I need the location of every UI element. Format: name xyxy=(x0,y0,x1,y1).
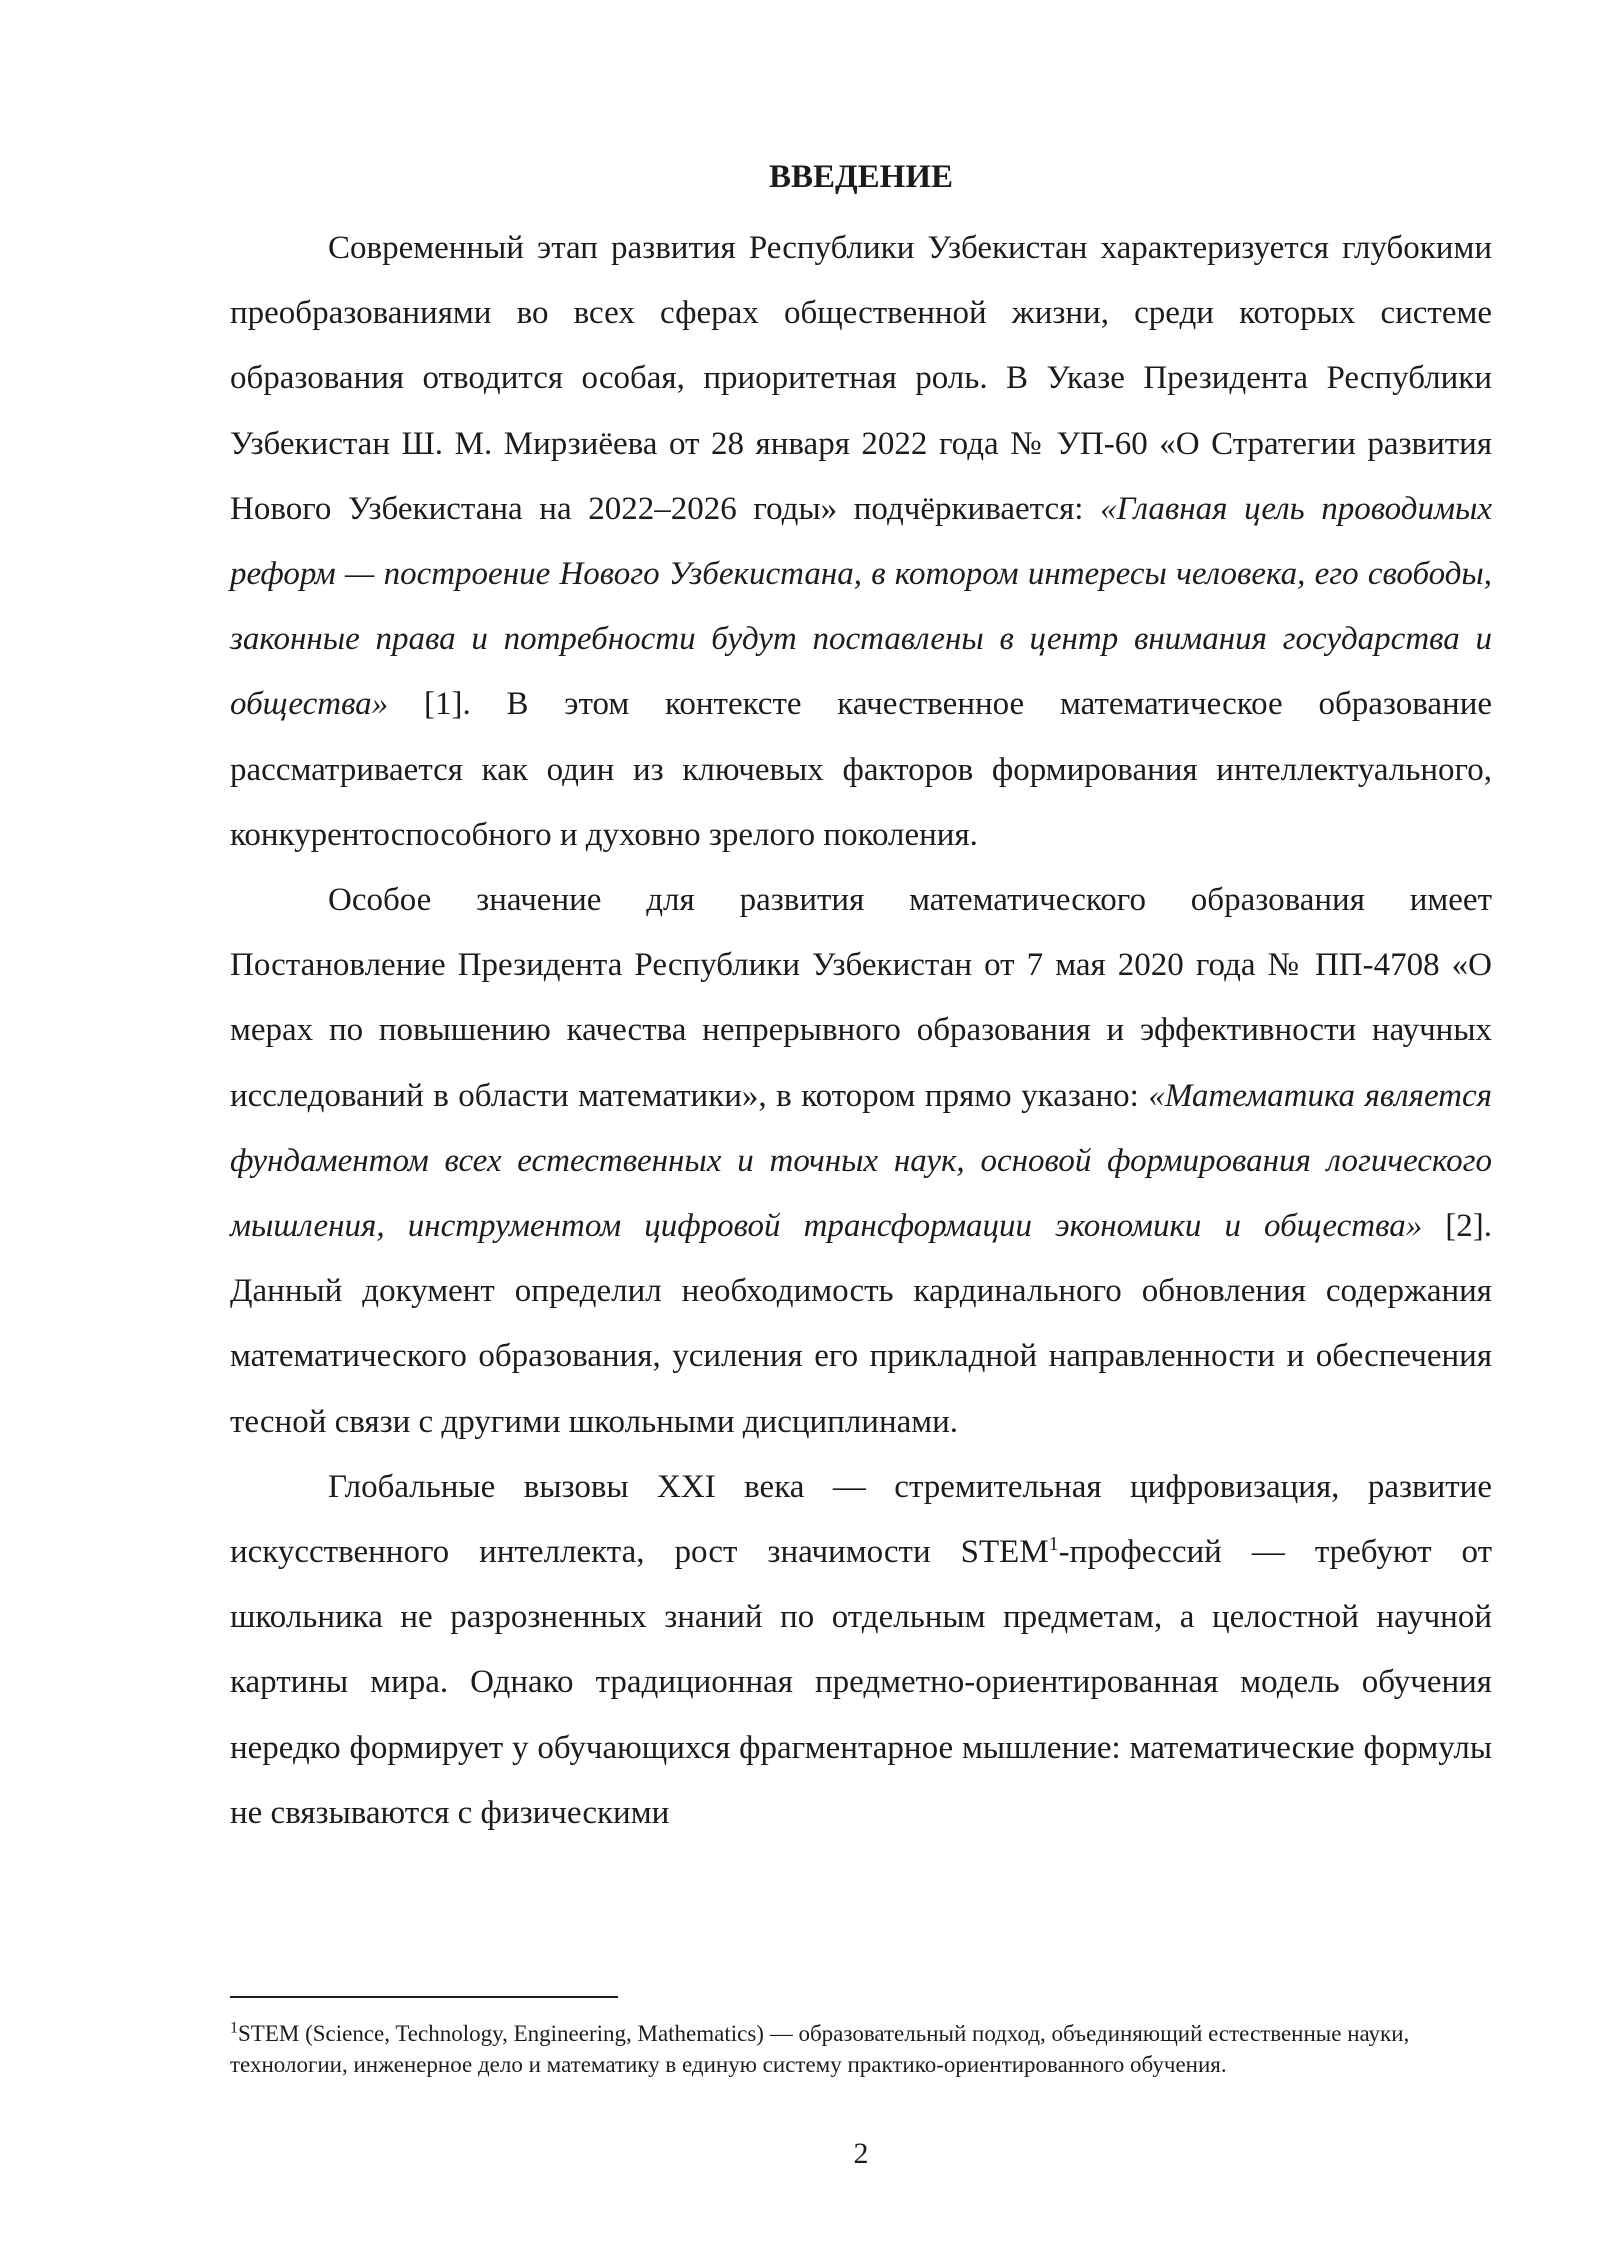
footnote-text: STEM (Science, Technology, Engineering, Mathematics) — образовательный подход, объединяющий естественные науки, технологии, инженерное дело и математику в единую систему практико-ориентированного обучения. xyxy=(230,2021,1410,2077)
page-title: ВВЕДЕНИЕ xyxy=(768,159,954,195)
page-number: 2 xyxy=(853,2137,869,2170)
footnote-reference: 1 xyxy=(1048,1533,1059,1556)
paragraph-text: [2]. Данный документ определил необходимость кардинального обновления содержания математического образования, усиления его прикладной направленности и обеспечения тесной связи с другими школьными дисциплинами. xyxy=(230,1208,1493,1440)
paragraph-2 xyxy=(230,868,1492,1455)
citation-quote: «Математика является фундаментом всех естественных и точных наук, основой формирования логического мышления, инструментом цифровой трансформации экономики и общества» xyxy=(230,1077,1492,1245)
paragraph-text: -профессий — требуют от школьника не разрозненных знаний по отдельным предметам, а целостной научной картины мира. Однако традиционная предметно-ориентированная модель обучения нередко формирует у обучающихся фрагментарное мышление: математические формулы не связываются с физическими xyxy=(230,1534,1492,1831)
citation-quote: «Главная цель проводимых реформ — построение Нового Узбекистана, в котором интересы человека, его свободы, законные права и потребности будут поставлены в центр внимания государства и общества» xyxy=(230,490,1492,723)
main-text xyxy=(230,150,1492,1846)
paragraph-text: Особое значение для развития математического образования имеет Постановление Президента Республики Узбекистан от 7 мая 2020 года № ПП-4708 «О мерах по повышению качества непрерывного образования и эффективности научных исследований в области математики», в котором прямо указано: xyxy=(230,882,1492,1114)
paragraph-3 xyxy=(230,1455,1492,1846)
paragraph-text: Современный этап развития Республики Узбекистан характеризуется глубокими преобразованиями во всех сферах общественной жизни, среди которых системе образования отводится особая, приоритетная роль. В Указе Президента Республики Узбекистан Ш. М. Мирзиёева от 28 января 2022 года № УП-60 «О Стратегии развития Нового Узбекистана на 2022–2026 годы» подчёркивается: xyxy=(230,230,1492,527)
paragraph-text: Глобальные вызовы XXI века — стремительная цифровизация, развитие искусственного интеллекта, рост значимости STEM xyxy=(230,1468,1492,1571)
paragraph-1 xyxy=(230,216,1492,868)
footnote-mark: 1 xyxy=(230,2019,238,2037)
footnote-separator xyxy=(230,1996,618,1998)
paragraph-text: [1]. В этом контексте качественное математическое образование рассматривается как один из ключевых факторов формирования интеллектуального, конкурентоспособного и духовно зрелого поколения. xyxy=(230,686,1492,853)
footnote xyxy=(230,2018,1410,2080)
